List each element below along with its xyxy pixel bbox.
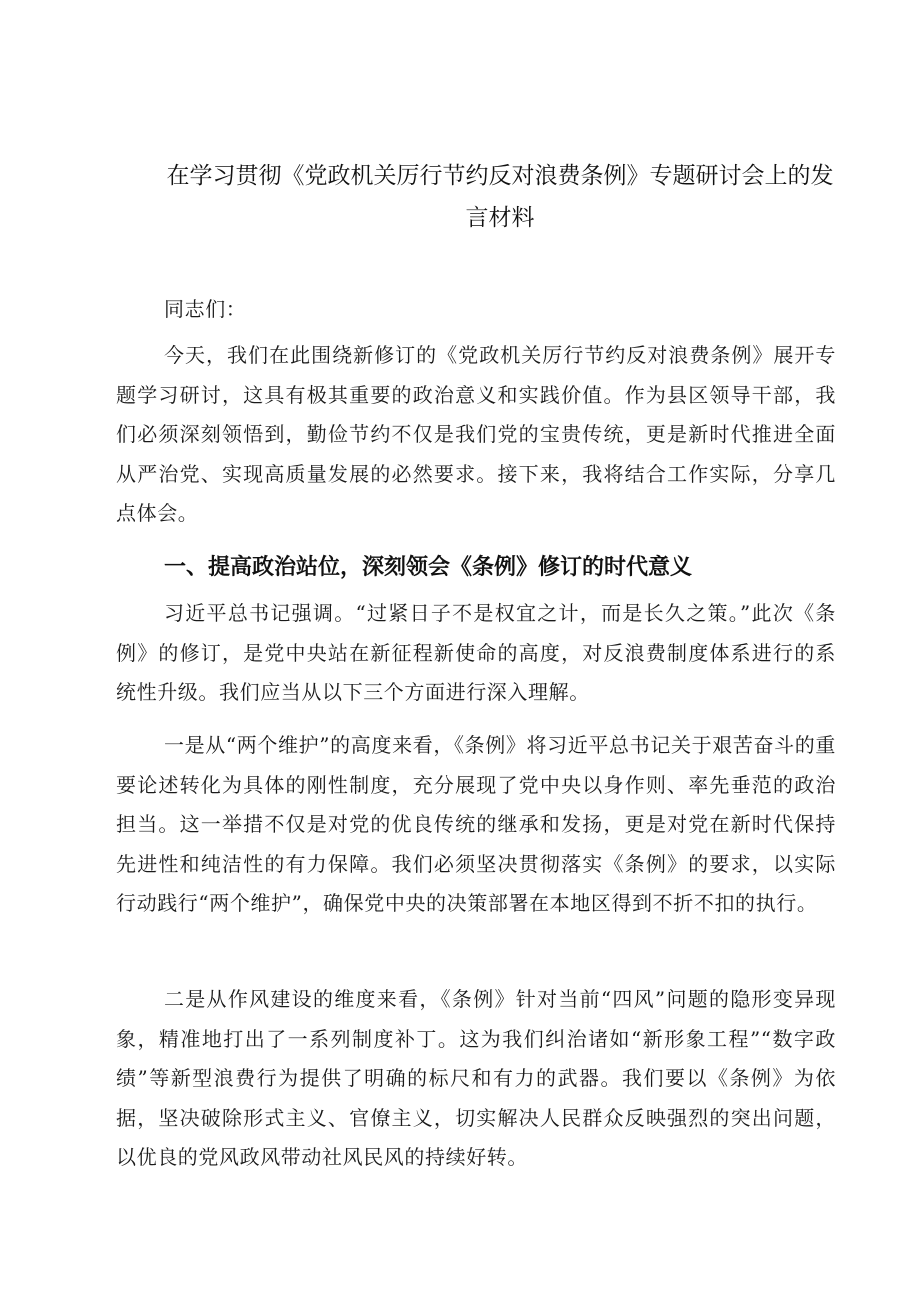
salutation: 同志们：: [164, 297, 247, 321]
paragraph-intro: 今天，我们在此围绕新修订的《党政机关厉行节约反对浪费条例》展开专题学习研讨，这具有极其重要的政治意义和实践价值。作为县区领导干部，我们必须深刻领悟到，勤俭节约不仅是我们党的宝贵传统，更是新时代推进全面从严治党、实现高质量发展的必然要求。接下来，我将结合工作实际，分享几点体会。: [116, 343, 836, 525]
document-title-line-1: 在学习贯彻《党政机关厉行节约反对浪费条例》专题研讨会上的发: [166, 163, 834, 189]
paragraph-quote: 习近平总书记强调。“过紧日子不是权宜之计，而是长久之策。”此次《条例》的修订，是党中央站在新征程新使命的高度，对反浪费制度体系进行的系统性升级。我们应当从以下三个方面进行深入理解。: [116, 601, 836, 704]
document-title-line-2: 言材料: [465, 205, 535, 231]
paragraph-point-two: 二是从作风建设的维度来看，《条例》针对当前“四风”问题的隐形变异现象，精准地打出了一系列制度补丁。这为我们纠治诸如“新形象工程”“数字政绩”等新型浪费行为提供了明确的标尺和有力的武器。我们要以《条例》为依据，坚决破除形式主义、官僚主义，切实解决人民群众反映强烈的突出问题，以优良的党风政风带动社风民风的持续好转。: [116, 987, 836, 1169]
paragraph-point-one: 一是从“两个维护”的高度来看，《条例》将习近平总书记关于艰苦奋斗的重要论述转化为具体的刚性制度，充分展现了党中央以身作则、率先垂范的政治担当。这一举措不仅是对党的优良传统的继承和发扬，更是对党在新时代保持先进性和纯洁性的有力保障。我们必须坚决贯彻落实《条例》的要求，以实际行动践行“两个维护”，确保党中央的决策部署在本地区得到不折不扣的执行。: [116, 733, 836, 915]
section-heading-1: 一、提高政治站位，深刻领会《条例》修订的时代意义: [164, 555, 693, 580]
